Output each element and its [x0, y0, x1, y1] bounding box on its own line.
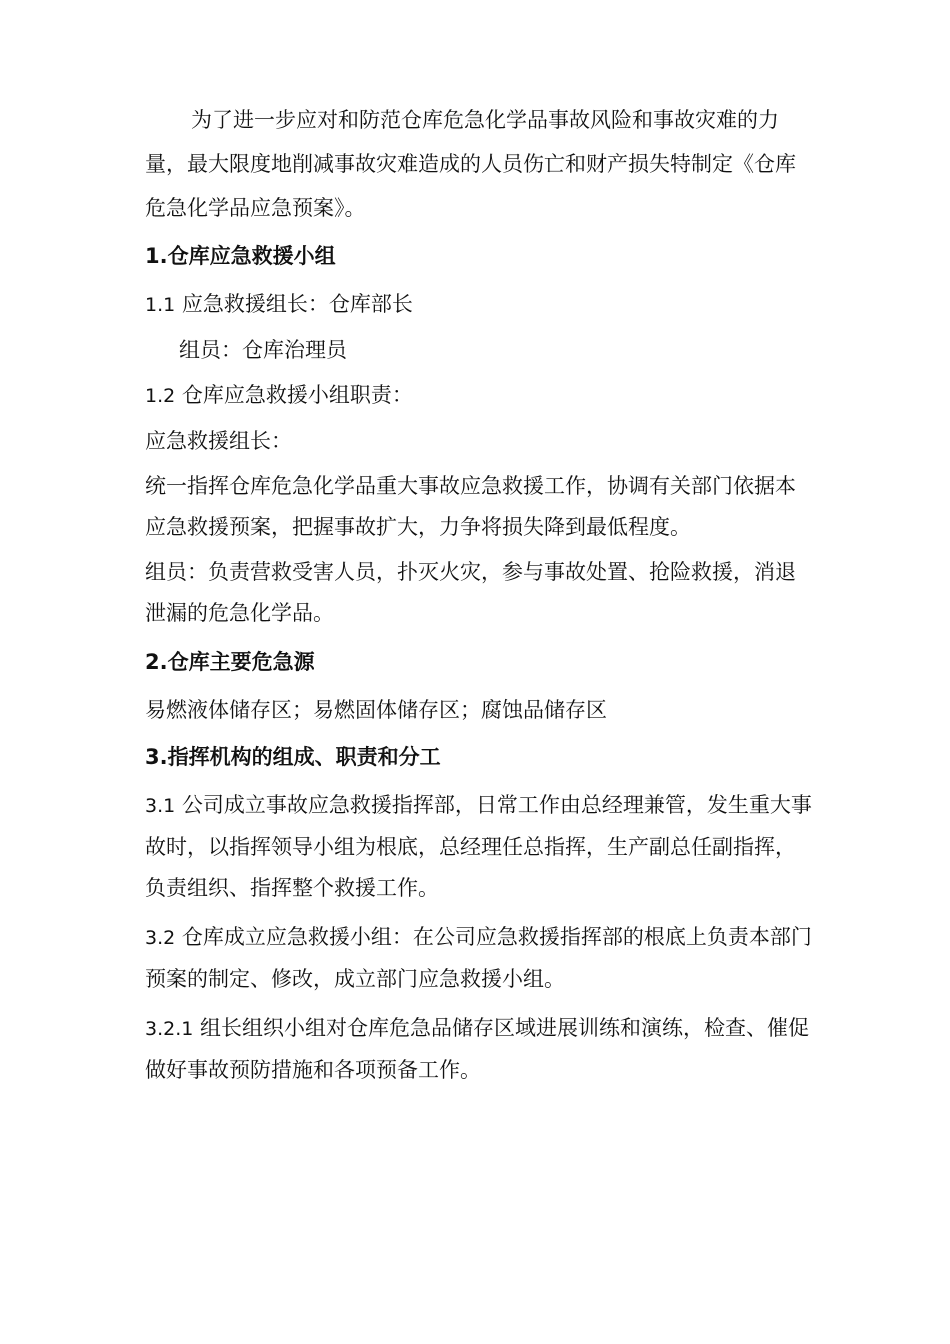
item-3-2-1-paragraph [145, 1008, 815, 1091]
item-1-1-number: 1.1 [145, 294, 176, 316]
section-1-heading: 1.仓库应急救援小组 [145, 244, 336, 268]
section-3-heading: 3.指挥机构的组成、职责和分工 [145, 745, 441, 769]
item-3-1-paragraph [145, 785, 815, 909]
intro-paragraph: 为了进一步应对和防范仓库危急化学品事故风险和事故灾难的力量，最大限度地削减事故灾难造成的人员伤亡和财产损失特制定《仓库危急化学品应急预案》。 [145, 108, 796, 220]
item-1-1 [145, 284, 815, 326]
item-1-2-number: 1.2 [145, 385, 176, 407]
item-3-1-text: 公司成立事故应急救援指挥部，日常工作由总经理兼管，发生重大事故时，以指挥领导小组为根底，总经理任总指挥，生产副总任副指挥，负责组织、指挥整个救援工作。 [145, 793, 812, 900]
item-3-1-number: 3.1 [145, 795, 176, 817]
members-line: 组员：仓库治理员 [179, 338, 347, 362]
item-3-2-1-text: 组长组织小组对仓库危急品储存区域进展训练和演练，检查、催促做好事故预防措施和各项预备工作。 [145, 1016, 810, 1082]
item-1-2-text: 仓库应急救援小组职责： [175, 383, 413, 407]
leader-label: 应急救援组长： [145, 429, 292, 453]
member-duty-paragraph: 组员：负责营救受害人员，扑灭火灾，参与事故处置、抢险救援，消退泄漏的危急化学品。 [145, 560, 796, 625]
section-2-heading: 2.仓库主要危急源 [145, 650, 315, 674]
item-3-2-text: 仓库成立应急救援小组：在公司应急救援指挥部的根底上负责本部门预案的制定、修改，成立部门应急救援小组。 [145, 925, 812, 991]
item-3-2-number: 3.2 [145, 927, 176, 949]
document-body [145, 98, 815, 1091]
item-1-1-text: 应急救援组长：仓库部长 [175, 292, 413, 316]
hazard-sources-line: 易燃液体储存区；易燃固体储存区；腐蚀品储存区 [145, 698, 607, 722]
leader-duty-paragraph: 统一指挥仓库危急化学品重大事故应急救援工作，协调有关部门依据本应急救援预案，把握事故扩大，力争将损失降到最低程度。 [145, 474, 796, 539]
item-3-2-paragraph [145, 917, 815, 1000]
item-3-2-1-number: 3.2.1 [145, 1018, 194, 1040]
item-1-2 [145, 375, 815, 417]
